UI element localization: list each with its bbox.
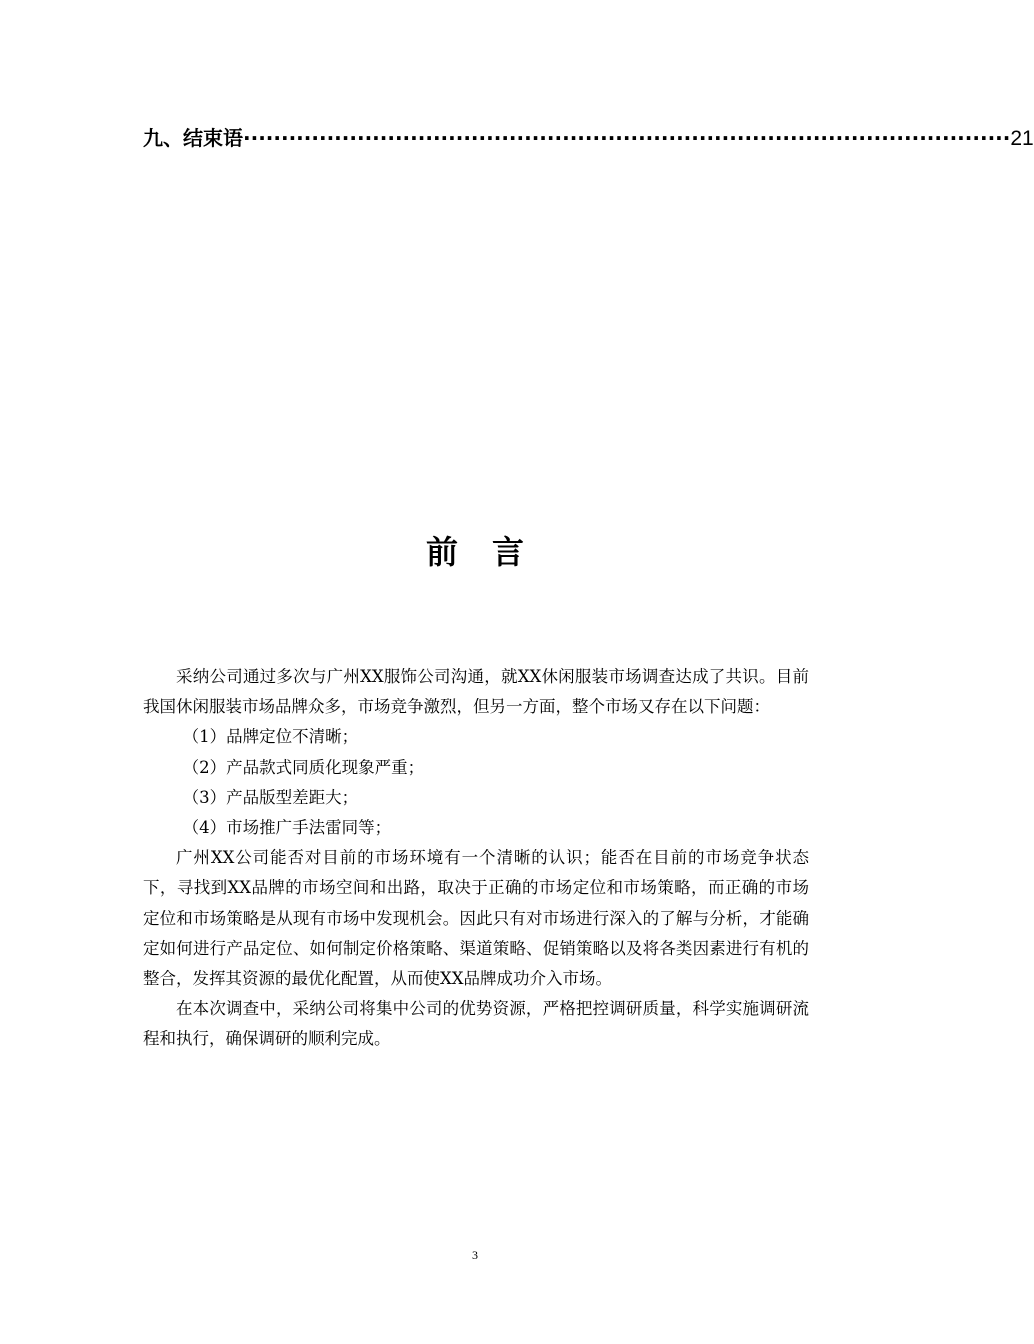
list-item: （1）品牌定位不清晰；: [182, 727, 359, 747]
intro-paragraph: 采纳公司通过多次与广州XX服饰公司沟通，就XX休闲服装市场调查达成了共识。目前我国休闲服装市场品牌众多，市场竞争激烈，但另一方面，整个市场又存在以下问题：: [143, 667, 809, 717]
page-number: 3: [472, 1248, 478, 1262]
toc-leader-dots: ·····································································································: [243, 126, 1011, 150]
list-item: （4）市场推广手法雷同等；: [182, 818, 392, 838]
section-heading: 前言: [425, 533, 558, 571]
list-item: （3）产品版型差距大；: [182, 787, 359, 807]
toc-entry-page: 21: [1010, 127, 1034, 150]
analysis-paragraph: 广州XX公司能否对目前的市场环境有一个清晰的认识；能否在目前的市场竞争状态下，寻找到XX品牌的市场空间和出路，取决于正确的市场定位和市场策略，而正确的市场定位和市场策略是从现有市场中发现机会。因此只有对市场进行深入的了解与分析，才能确定如何进行产品定位、如何制定价格策略、渠道策略、促销策略以及将各类因素进行有机的整合，发挥其资源的最优化配置，从而使XX品牌成功介入市场。: [143, 848, 809, 989]
list-item: （2）产品款式同质化现象严重；: [182, 757, 425, 777]
toc-entry-title: 九、结束语: [143, 126, 243, 150]
closing-paragraph: 在本次调查中，采纳公司将集中公司的优势资源，严格把控调研质量，科学实施调研流程和执行，确保调研的顺利完成。: [143, 999, 809, 1049]
toc-entry[interactable]: [143, 122, 1034, 154]
preface-body: [143, 662, 809, 1055]
